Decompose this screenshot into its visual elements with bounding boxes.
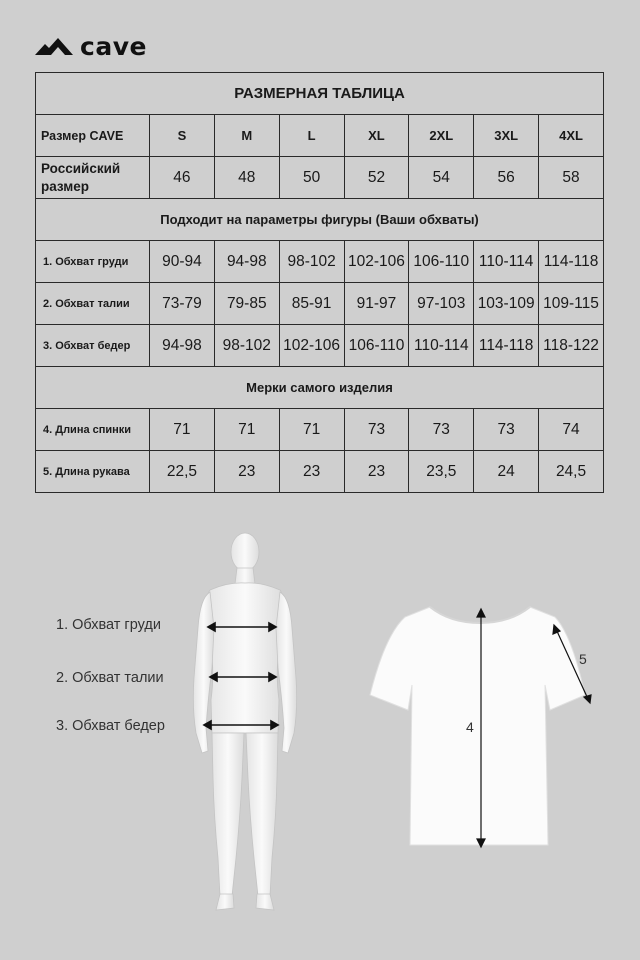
table-cell: 110-114 bbox=[409, 325, 474, 367]
table-cell: 110-114 bbox=[474, 241, 539, 283]
table-cell: 54 bbox=[409, 157, 474, 199]
table-title: РАЗМЕРНАЯ ТАБЛИЦА bbox=[36, 73, 604, 115]
table-cell: 52 bbox=[344, 157, 409, 199]
header-label: Размер CAVE bbox=[36, 115, 150, 157]
table-cell: 73-79 bbox=[150, 283, 215, 325]
table-row bbox=[36, 241, 604, 283]
table-cell: 58 bbox=[539, 157, 604, 199]
section-garment: Мерки самого изделия bbox=[36, 367, 604, 409]
table-cell: 103-109 bbox=[474, 283, 539, 325]
row-label: 4. Длина спинки bbox=[36, 409, 150, 451]
table-cell: 94-98 bbox=[214, 241, 279, 283]
mountain-icon bbox=[34, 35, 74, 57]
table-cell: 73 bbox=[409, 409, 474, 451]
table-row bbox=[36, 451, 604, 493]
table-cell: 24,5 bbox=[539, 451, 604, 493]
table-cell: 48 bbox=[214, 157, 279, 199]
table-cell: 50 bbox=[279, 157, 344, 199]
table-cell: 46 bbox=[150, 157, 215, 199]
brand-name: cave bbox=[80, 31, 147, 61]
table-cell: 85-91 bbox=[279, 283, 344, 325]
length-label: 4 bbox=[466, 719, 474, 735]
table-cell: 23 bbox=[344, 451, 409, 493]
table-cell: 73 bbox=[474, 409, 539, 451]
size-cell: 3XL bbox=[474, 115, 539, 157]
table-cell: 23,5 bbox=[409, 451, 474, 493]
table-cell: 23 bbox=[279, 451, 344, 493]
russian-size-row bbox=[36, 157, 604, 199]
table-cell: 102-106 bbox=[344, 241, 409, 283]
size-cell: 2XL bbox=[409, 115, 474, 157]
table-cell: 71 bbox=[214, 409, 279, 451]
table-cell: 98-102 bbox=[279, 241, 344, 283]
size-cell: 4XL bbox=[539, 115, 604, 157]
size-table bbox=[35, 72, 604, 493]
table-cell: 56 bbox=[474, 157, 539, 199]
table-cell: 22,5 bbox=[150, 451, 215, 493]
russian-size-label: Российский размер bbox=[36, 157, 150, 199]
size-cell: S bbox=[150, 115, 215, 157]
size-cell: L bbox=[279, 115, 344, 157]
sleeve-label: 5 bbox=[579, 651, 587, 667]
hips-label: 3. Обхват бедер bbox=[56, 718, 165, 734]
table-row bbox=[36, 325, 604, 367]
size-cell: M bbox=[214, 115, 279, 157]
table-cell: 109-115 bbox=[539, 283, 604, 325]
table-cell: 98-102 bbox=[214, 325, 279, 367]
table-cell: 23 bbox=[214, 451, 279, 493]
mannequin-figure bbox=[180, 528, 310, 918]
table-cell: 97-103 bbox=[409, 283, 474, 325]
tshirt-figure bbox=[360, 595, 610, 860]
row-label: 5. Длина рукава bbox=[36, 451, 150, 493]
row-label: 1. Обхват груди bbox=[36, 241, 150, 283]
table-cell: 106-110 bbox=[344, 325, 409, 367]
table-cell: 74 bbox=[539, 409, 604, 451]
table-cell: 90-94 bbox=[150, 241, 215, 283]
size-cell: XL bbox=[344, 115, 409, 157]
table-cell: 114-118 bbox=[539, 241, 604, 283]
table-cell: 102-106 bbox=[279, 325, 344, 367]
chest-label: 1. Обхват груди bbox=[56, 617, 161, 633]
row-label: 2. Обхват талии bbox=[36, 283, 150, 325]
size-header-row bbox=[36, 115, 604, 157]
row-label: 3. Обхват бедер bbox=[36, 325, 150, 367]
section-body-params: Подходит на параметры фигуры (Ваши обхваты) bbox=[36, 199, 604, 241]
table-cell: 71 bbox=[279, 409, 344, 451]
table-cell: 91-97 bbox=[344, 283, 409, 325]
table-cell: 79-85 bbox=[214, 283, 279, 325]
table-cell: 106-110 bbox=[409, 241, 474, 283]
table-cell: 114-118 bbox=[474, 325, 539, 367]
table-cell: 118-122 bbox=[539, 325, 604, 367]
waist-label: 2. Обхват талии bbox=[56, 670, 164, 686]
table-cell: 24 bbox=[474, 451, 539, 493]
table-cell: 73 bbox=[344, 409, 409, 451]
table-cell: 94-98 bbox=[150, 325, 215, 367]
table-row bbox=[36, 283, 604, 325]
table-row bbox=[36, 409, 604, 451]
table-cell: 71 bbox=[150, 409, 215, 451]
brand-logo bbox=[34, 32, 147, 60]
